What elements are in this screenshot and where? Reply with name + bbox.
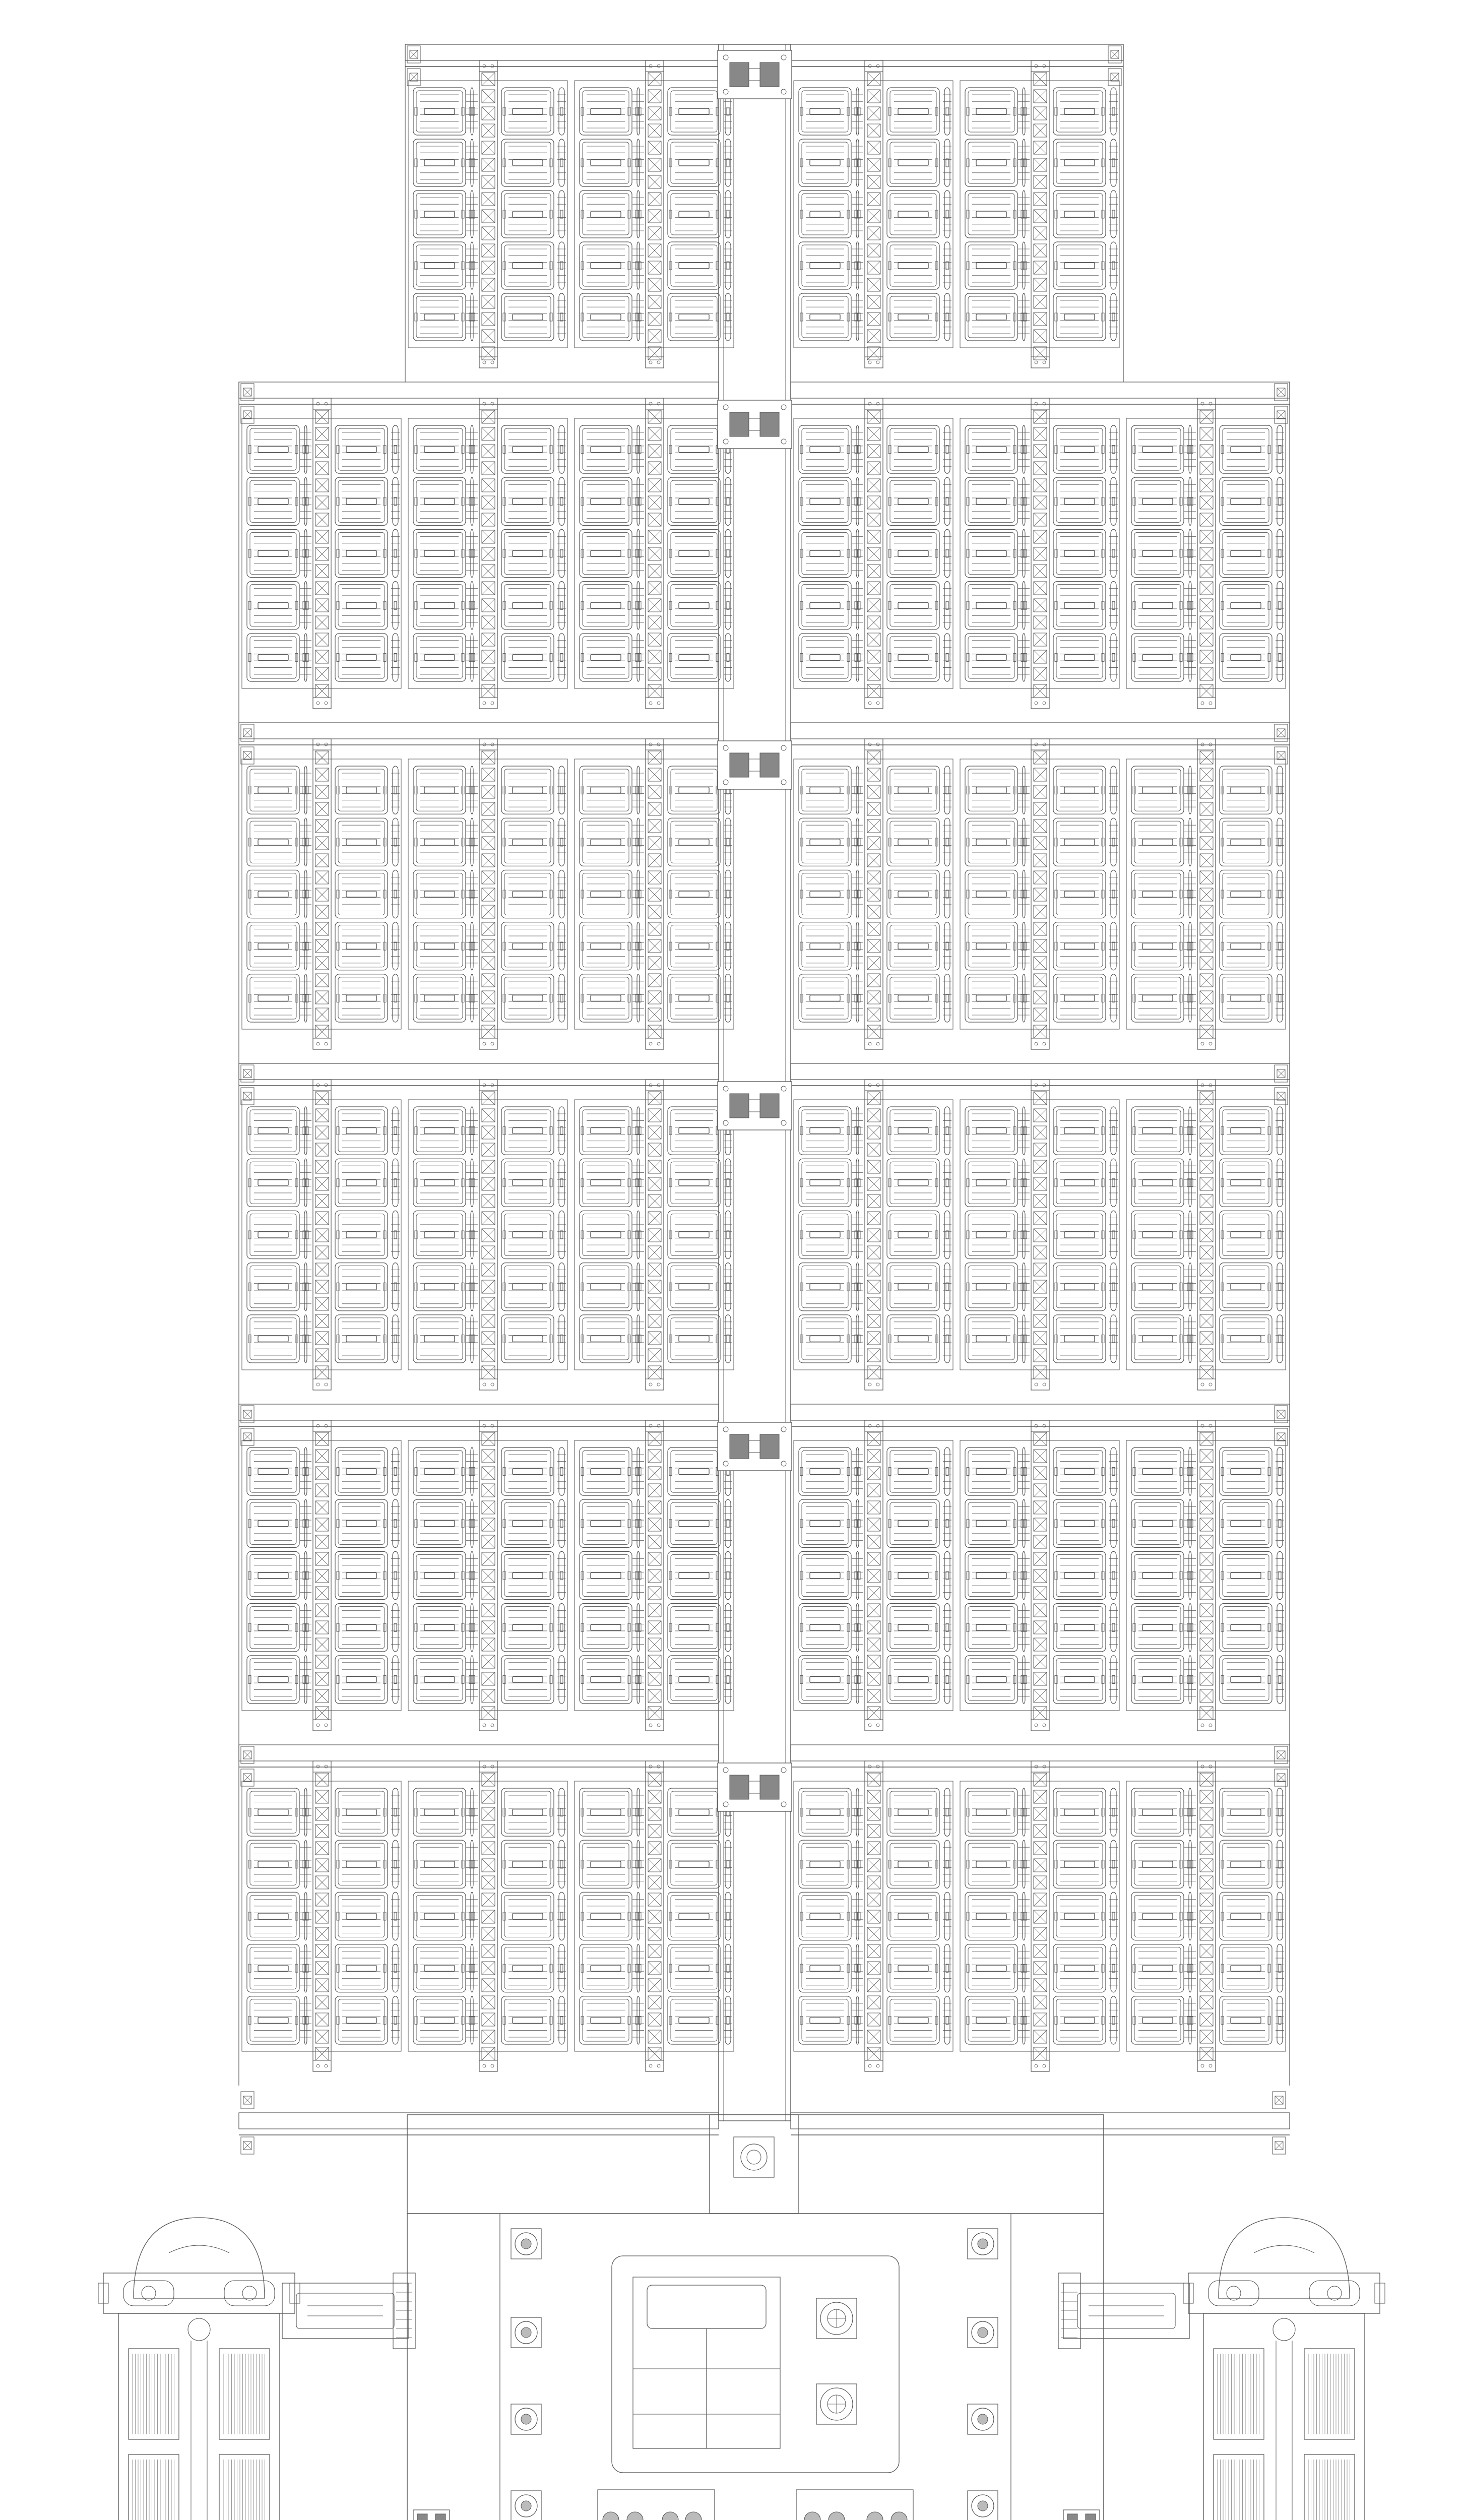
spine-connector-module: [718, 1763, 792, 1811]
spine-connector-module: [718, 50, 792, 99]
spine-connector-module: [718, 741, 792, 789]
spine-connector-module: [718, 1082, 792, 1130]
spine-connector-module: [718, 1422, 792, 1471]
spine-connector-module: [718, 400, 792, 449]
